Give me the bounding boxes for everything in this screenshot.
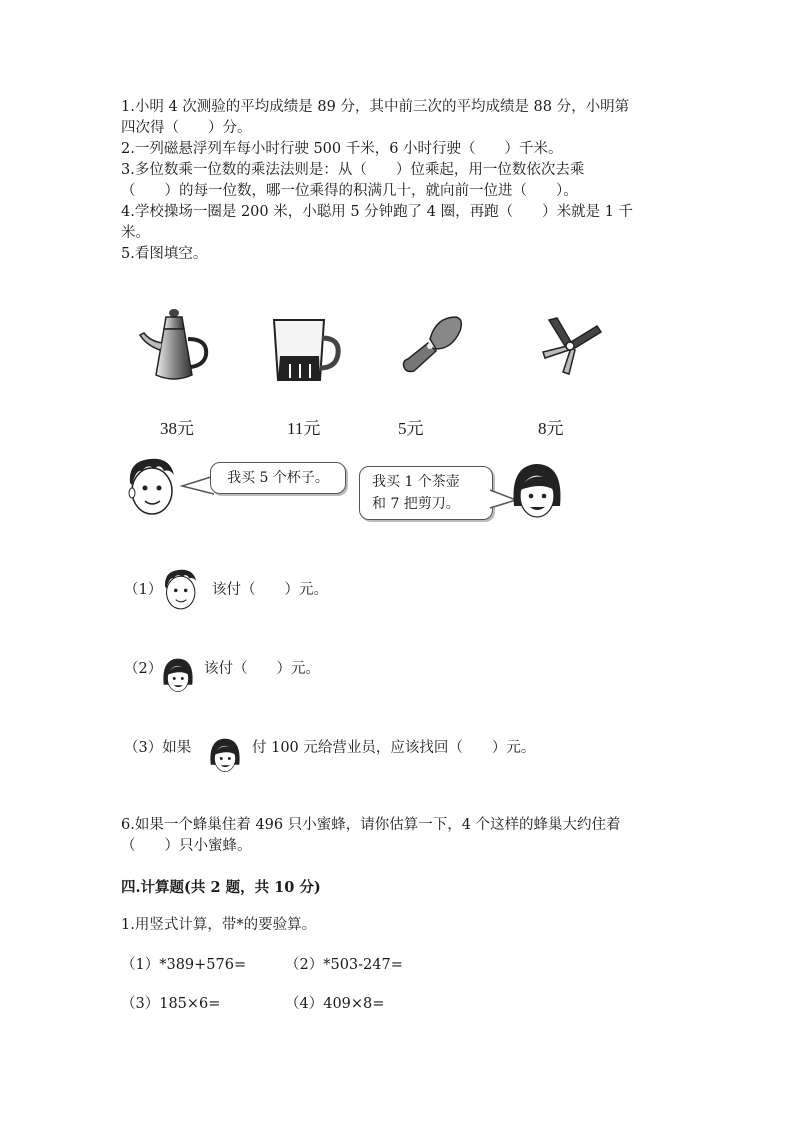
trowel-icon	[400, 313, 466, 373]
question-4-line-1: 4.学校操场一圈是 200 米，小聪用 5 分钟跑了 4 圈，再跑（ ）米就是 1 千	[121, 204, 634, 220]
problem-3: （3）185×6=	[121, 996, 221, 1012]
question-1-line-1: 1.小明 4 次测验的平均成绩是 89 分，其中前三次的平均成绩是 88 分，小明第	[121, 99, 630, 115]
question-5: 5.看图填空。	[121, 246, 208, 262]
boy-small-avatar	[158, 566, 202, 612]
question-6-line-2: （ ）只小蜜蜂。	[121, 838, 252, 854]
girl-speech-line-1: 我买 1 个茶壶	[372, 474, 460, 490]
question-3-line-2: （ ）的每一位数，哪一位乘得的积满几十，就向前一位进（ ）。	[121, 183, 578, 199]
cup-icon	[270, 316, 344, 384]
cup-price: 11元	[287, 419, 321, 438]
pliers-price: 8元	[538, 419, 564, 438]
teapot-price: 38元	[160, 419, 194, 438]
sub-question-2-number: （2）	[124, 661, 163, 677]
boy-avatar	[120, 455, 182, 517]
question-1-line-2: 四次得（ ）分。	[121, 120, 252, 136]
sub-question-1-number: （1）	[124, 582, 163, 598]
question-2: 2.一列磁悬浮列车每小时行驶 500 千米，6 小时行驶（ ）千米。	[121, 141, 563, 157]
girl-speech-bubble	[359, 466, 493, 520]
section-4-title: 四.计算题(共 2 题，共 10 分)	[121, 879, 321, 896]
boy-speech-bubble	[210, 462, 346, 494]
trowel-price: 5元	[398, 419, 424, 438]
problem-1: （1）*389+576=	[121, 957, 247, 973]
girl-small-avatar	[160, 656, 196, 696]
problem-4: （4）409×8=	[285, 996, 385, 1012]
question-6-line-1: 6.如果一个蜂巢住着 496 只小蜜蜂，请你估算一下，4 个这样的蜂巢大约住着	[121, 817, 621, 833]
section-4-instruction: 1.用竖式计算，带*的要验算。	[121, 917, 317, 933]
question-3-line-1: 3.多位数乘一位数的乘法法则是：从（ ）位乘起，用一位数依次去乘	[121, 162, 585, 178]
girl-avatar	[508, 460, 566, 524]
question-4-line-2: 米。	[121, 225, 150, 241]
girl-small-avatar-2	[207, 736, 243, 776]
pliers-icon	[537, 312, 605, 376]
sub-question-3-prefix: （3）如果	[124, 740, 192, 756]
teapot-icon	[136, 305, 212, 387]
boy-speech-text: 我买 5 个杯子。	[227, 470, 329, 486]
sub-question-1-text: 该付（ ）元。	[212, 582, 328, 598]
sub-question-3-text: 付 100 元给营业员，应该找回（ ）元。	[252, 740, 536, 756]
girl-speech-line-2: 和 7 把剪刀。	[372, 496, 460, 512]
sub-question-2-text: 该付（ ）元。	[204, 661, 320, 677]
problem-2: （2）*503-247=	[285, 957, 403, 973]
